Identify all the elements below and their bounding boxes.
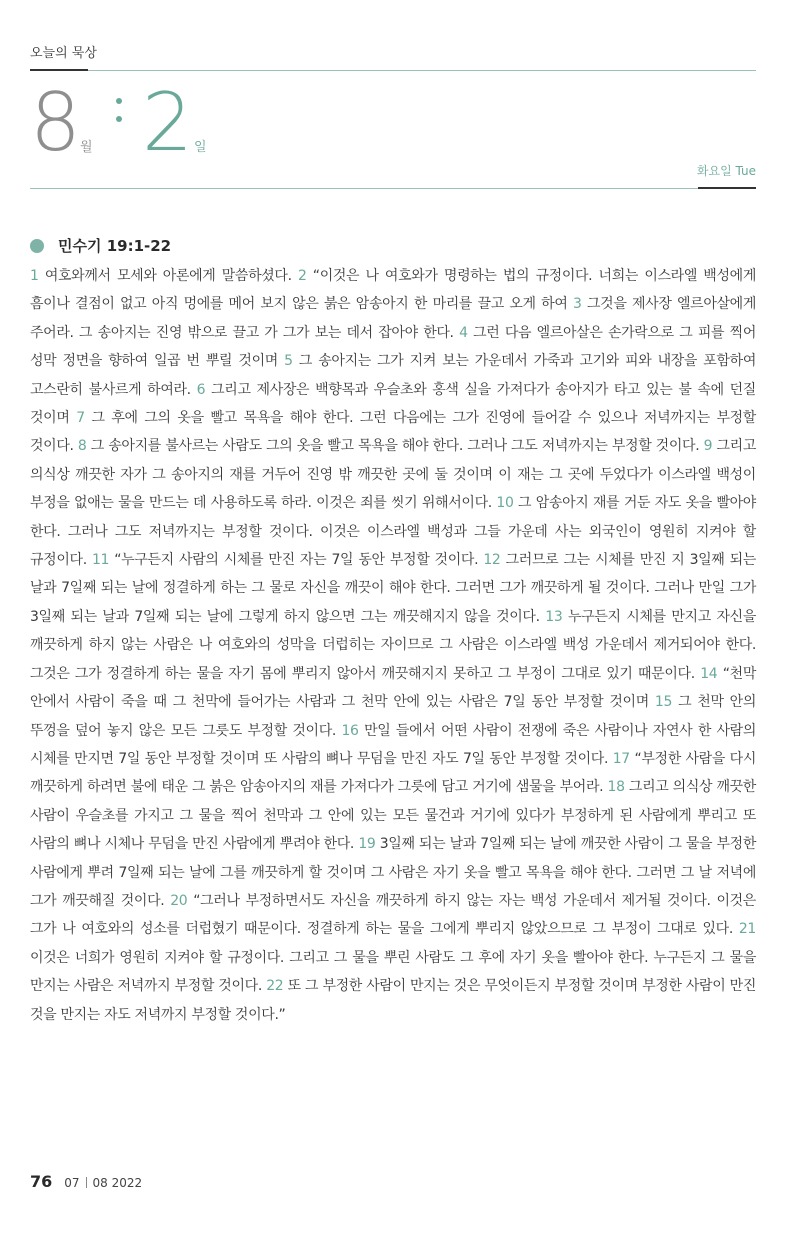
verse-text: “누구든지 사람의 시체를 만진 자는 7일 동안 부정할 것이다. xyxy=(109,552,484,569)
verse-text: 3일째 되는 날과 7일째 되는 날에 깨끗한 사람이 그 물을 부정한 사람에게 뿌려 7일째 되는 날에 그를 깨끗하게 할 것이며 그 사람은 자기 옷을 빨고 목욕을 해야 한다. 그러면 그 날 저녁에 그가 깨끗해질 것이다. xyxy=(30,836,756,909)
verse-text: 누구든지 시체를 만지고 자신을 깨끗하게 하지 않는 사람은 나 여호와의 성막을 더럽히는 자이므로 그 사람은 이스라엘 백성 가운데서 제거되어야 한다. 그것은 그가 정결하게 하는 물을 자기 몸에 뿌리지 않아서 깨끗해지지 못하고 그 부정이 그대로 있기 때문이다. xyxy=(30,608,756,682)
verse-text: 그러므로 그는 시체를 만진 지 3일째 되는 날과 7일째 되는 날에 정결하게 하는 그 물로 자신을 깨끗이 해야 한다. 그러면 그가 깨끗하게 될 것이다. 그러나 만일 그가 3일째 되는 날과 7일째 되는 날에 그렇게 하지 않으면 그는 깨끗해지지 않을 것이다. xyxy=(30,552,756,625)
verse-text: 그것을 제사장 엘르아살에게 주어라. 그 송아지는 진영 밖으로 끌고 가 그가 보는 데서 잡아야 한다. xyxy=(30,296,757,341)
issue-info xyxy=(64,1176,142,1190)
section-title-underline xyxy=(30,69,88,71)
scripture-text xyxy=(30,262,756,1029)
bullet-dot-icon xyxy=(30,239,44,253)
page-number: 76 xyxy=(30,1172,53,1191)
verse-number: 7 xyxy=(76,410,85,427)
weekday-underline xyxy=(698,187,756,189)
month-number: 8 xyxy=(30,76,81,169)
verse-number: 4 xyxy=(459,324,468,341)
verse-text: 여호와께서 모세와 아론에게 말씀하셨다. xyxy=(38,268,298,284)
month-unit: 월 xyxy=(80,140,93,155)
issue-month: 07 xyxy=(64,1176,80,1190)
issue-separator xyxy=(86,1177,87,1188)
weekday-label: 화요일 Tue xyxy=(696,164,756,178)
verse-number: 5 xyxy=(284,353,293,370)
issue-date: 08 2022 xyxy=(92,1176,143,1190)
day-number: 2 xyxy=(142,76,193,169)
verse-number: 12 xyxy=(483,552,501,569)
verse-text: 그 송아지를 불사르는 사람도 그의 옷을 빨고 목욕을 해야 한다. 그러나 그도 저녁까지는 부정할 것이다. xyxy=(86,438,704,455)
verse-text: “천막 안에서 사람이 죽을 때 그 천막에 들어가는 사람과 그 천막 안에 있는 사람은 7일 동안 부정할 것이며 xyxy=(30,665,756,711)
verse-text: “이것은 나 여호와가 명령하는 법의 규정이다. 너희는 이스라엘 백성에게 흠이나 결점이 없고 아직 멍에를 메어 보지 않은 붉은 암송아지 한 마리를 끌고 오게 하여 xyxy=(30,268,756,313)
verse-text: 그런 다음 엘르아살은 손가락으로 그 피를 찍어 성막 정면을 향하여 일곱 번 뿌릴 것이며 xyxy=(30,324,756,370)
verse-text: 그리고 의식상 깨끗한 자가 그 송아지의 재를 거두어 진영 밖 깨끗한 곳에 둘 것이며 이 재는 그 곳에 두었다가 이스라엘 백성이 부정을 없애는 물을 만드는 데 사용하도록 하라. 이것은 죄를 씻기 위해서이다. xyxy=(30,438,756,512)
verse-number: 1 xyxy=(30,268,39,284)
header-rule xyxy=(88,70,756,71)
verse-text: “그러나 부정하면서도 자신을 깨끗하게 하지 않는 자는 백성 가운데서 제거될 것이다. 이것은 그가 나 여호와의 성소를 더럽혔기 때문이다. 정결하게 하는 물을 그에게 뿌리지 않았으므로 그 부정이 그대로 있다. xyxy=(30,892,756,938)
verse-number: 16 xyxy=(341,722,359,739)
verse-number: 6 xyxy=(196,381,206,398)
verse-text: 그 송아지는 그가 지켜 보는 가운데서 가죽과 고기와 피와 내장을 포함하여 고스란히 불사르게 하여라. xyxy=(30,353,756,398)
verse-number: 22 xyxy=(266,978,284,995)
verse-number: 2 xyxy=(297,268,307,284)
verse-number: 13 xyxy=(545,608,563,625)
verse-number: 8 xyxy=(77,438,87,455)
verse-number: 18 xyxy=(607,779,625,796)
passage-reference-text: 민수기 19:1-22 xyxy=(58,237,172,255)
verse-text: 만일 들에서 어떤 사람이 전쟁에 죽은 사람이나 자연사 한 사람의 시체를 만지면 7일 동안 부정할 것이며 또 사람의 뼈나 무덤을 만진 자도 7일 동안 부정할 것이다. xyxy=(30,722,756,767)
verse-text: 또 그 부정한 사람이 만지는 것은 무엇이든지 부정할 것이며 부정한 사람이 만진 것을 만지는 자도 저녁까지 부정할 것이다.” xyxy=(30,978,756,1023)
page-footer xyxy=(30,1172,142,1191)
verse-number: 21 xyxy=(738,921,756,938)
verse-number: 11 xyxy=(91,552,110,569)
verse-text: 이것은 너희가 영원히 지켜야 할 규정이다. 그리고 그 물을 뿌린 사람도 그 후에 자기 옷을 빨아야 한다. 누구든지 그 물을 만지는 사람은 저녁까지 부정할 것이다. xyxy=(30,949,756,995)
verse-text: 그리고 제사장은 백향목과 우슬초와 홍색 실을 가져다가 송아지가 타고 있는 불 속에 던질 것이며 xyxy=(30,381,756,427)
day-unit: 일 xyxy=(194,140,207,155)
verse-text: 그 후에 그의 옷을 빨고 목욕을 해야 한다. 그런 다음에는 그가 진영에 들어갈 수 있으나 저녁까지는 부정할 것이다. xyxy=(30,410,756,455)
verse-number: 17 xyxy=(612,750,630,767)
verse-number: 14 xyxy=(700,665,718,682)
verse-number: 19 xyxy=(358,836,376,853)
verse-number: 10 xyxy=(496,495,514,512)
date-colon xyxy=(116,98,124,134)
section-title: 오늘의 묵상 xyxy=(30,46,97,61)
verse-text: 그리고 의식상 깨끗한 사람이 우슬초를 가지고 그 물을 찍어 천막과 그 안에 있는 모든 물건과 거기에 있다가 부정하게 된 사람에게 뿌리고 또 사람의 뼈나 시체나 무덤을 만진 사람에게 뿌려야 한다. xyxy=(30,779,756,853)
verse-number: 3 xyxy=(572,296,582,313)
date-display xyxy=(30,78,430,168)
verse-text: 그 천막 안의 뚜껑을 덮어 놓지 않은 모든 그릇도 부정할 것이다. xyxy=(30,694,757,739)
verse-number: 15 xyxy=(654,694,673,711)
passage-reference xyxy=(30,235,171,256)
weekday-rule xyxy=(30,188,698,189)
verse-text: “부정한 사람을 다시 깨끗하게 하려면 불에 태운 그 붉은 암송아지의 재를 가져다가 그릇에 담고 거기에 샘물을 부어라. xyxy=(30,750,756,796)
verse-text: 그 암송아지 재를 거둔 자도 옷을 빨아야 한다. 그러나 그도 저녁까지는 부정할 것이다. 이것은 이스라엘 백성과 그들 가운데 사는 외국인이 영원히 지켜야 할 규정이다. xyxy=(30,495,756,569)
verse-number: 20 xyxy=(170,892,188,909)
verse-number: 9 xyxy=(703,438,713,455)
